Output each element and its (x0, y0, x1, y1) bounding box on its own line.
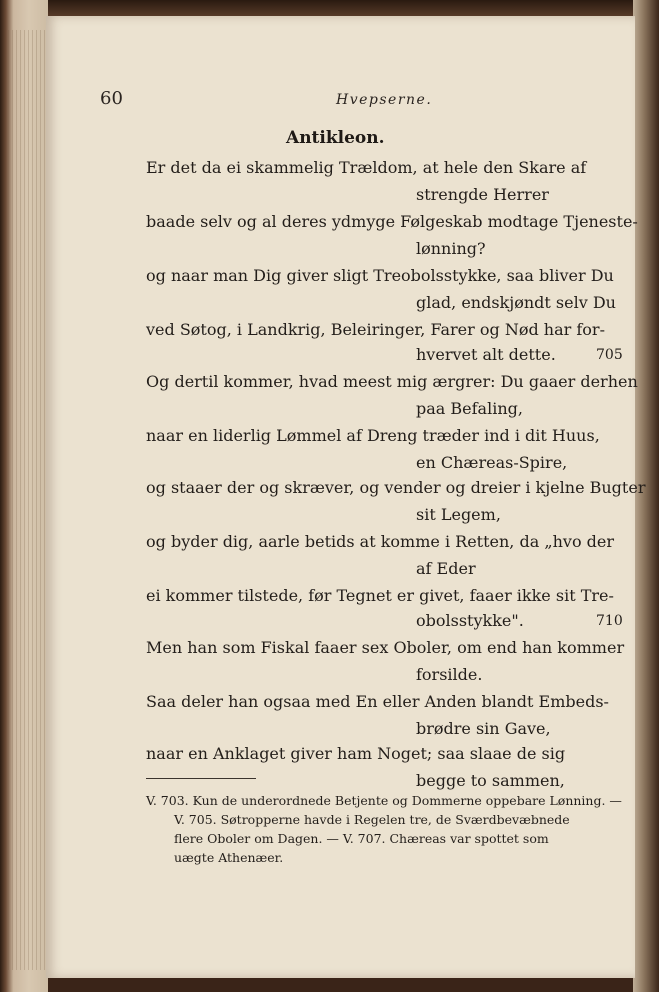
verse-line: strengde Herrer (416, 185, 549, 204)
verse-line: Er det da ei skammelig Trældom, at hele den Skare af (146, 158, 587, 177)
verse-line: hvervet alt dette. (416, 345, 556, 364)
verse-line: og staaer der og skræver, og vender og dreier i kjelne Bugter (146, 478, 646, 497)
verse-line: sit Legem, (416, 505, 501, 524)
verse-line: paa Befaling, (416, 399, 523, 418)
line-number: 705 (596, 347, 623, 363)
verse-line: glad, endskjøndt selv Du (416, 293, 616, 312)
verse-line: og byder dig, aarle betids at komme i Retten, da „hvo der (146, 532, 615, 551)
verse-line: Saa deler han ogsaa med En eller Anden blandt Embeds- (146, 692, 609, 711)
verse-line: en Chæreas-Spire, (416, 453, 568, 472)
page-number: 60 (100, 88, 123, 109)
verse-line: obolsstykke". (416, 611, 524, 630)
verse-line: forsilde. (416, 665, 483, 684)
verse-line: af Eder (416, 559, 476, 578)
footnote-line: uægte Athenæer. (174, 850, 284, 865)
footnote-line: V. 705. Søtropperne havde i Regelen tre, de Sværdbevæbnede (174, 812, 570, 827)
verse-line: ved Søtog, i Landkrig, Beleiringer, Farer og Nød har for- (146, 320, 605, 339)
verse-line: Men han som Fiskal faaer sex Oboler, om end han kommer (146, 638, 625, 657)
speaker-name: Antikleon. (286, 128, 385, 148)
verse-line: brødre sin Gave, (416, 719, 551, 738)
footnote-line: V. 703. Kun de underordnede Betjente og Dommerne oppebare Lønning. — (146, 793, 622, 808)
footnote-rule (146, 778, 256, 779)
line-number: 710 (596, 613, 623, 629)
footnote-line: flere Oboler om Dagen. — V. 707. Chæreas var spottet som (174, 831, 549, 846)
running-title: Hvepserne. (336, 92, 433, 108)
verse-line: naar en Anklaget giver ham Noget; saa slaae de sig (146, 744, 566, 763)
verse-line: lønning? (416, 239, 486, 258)
page-stack-lines (8, 30, 46, 970)
verse-line: ei kommer tilstede, før Tegnet er givet, faaer ikke sit Tre- (146, 586, 614, 605)
verse-line: Og dertil kommer, hvad meest mig ærgrer: Du gaaer derhen (146, 372, 638, 391)
verse-line: begge to sammen, (416, 771, 565, 790)
book-left-edge (0, 0, 48, 992)
verse-line: og naar man Dig giver sligt Treobolsstykke, saa bliver Du (146, 266, 614, 285)
verse-line: naar en liderlig Lømmel af Dreng træder ind i dit Huus, (146, 426, 600, 445)
verse-line: baade selv og al deres ydmyge Følgeskab modtage Tjeneste- (146, 212, 638, 231)
